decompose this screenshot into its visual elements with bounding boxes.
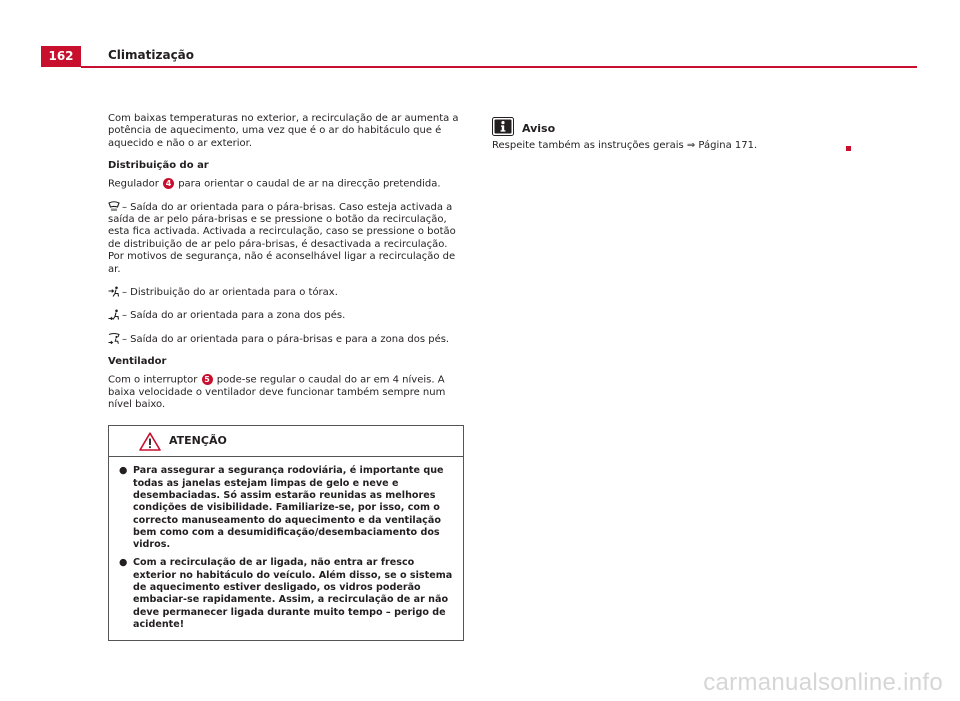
feet-paragraph — [108, 309, 464, 322]
notice-text — [492, 140, 862, 152]
windshield-air-icon — [108, 201, 120, 212]
fan-pre-text: Com o interruptor — [108, 374, 198, 386]
feet-text: – Saída do ar orientada para a zona dos pés. — [122, 310, 346, 322]
left-column — [108, 113, 464, 641]
warning-item-text: Para assegurar a segurança rodoviária, é importante que todas as janelas estejam limpas de gelo e neve e desembaciadas. Só assim estarão reunidas as melhores condições de visibilidade. Familiarize-se, por isso, com o correcto manuseamento do aquecimento e da ventilação bem como com a desumidificação/desembaciamento dos vidros. — [133, 465, 444, 551]
chest-paragraph — [108, 286, 464, 299]
windshield-text: – Saída do ar orientada para o pára-brisas. Caso esteja activada a saída de ar pelo pára-brisas e se pressione o botão da recirculação, esta fica activada. Activada a recirculação, caso se pressione o botão de distribuição de ar pelo pára-brisas, é desactivada a recirculação. Por motivos de segurança, não é aconselhável ligar a recirculação de ar. — [108, 201, 456, 275]
windshield-feet-air-icon — [108, 333, 120, 344]
warning-title: ATENÇÃO — [169, 434, 227, 448]
dist-post-text: para orientar o caudal de ar na direcção pretendida. — [178, 178, 441, 190]
info-icon — [492, 117, 514, 136]
watermark: carmanualsonline.info — [703, 669, 943, 696]
fan-post-text: pode-se regular o caudal do ar em 4 níveis. A baixa velocidade o ventilador deve funcionar também sempre num nível baixo. — [108, 374, 446, 410]
switch-number-badge: 5 — [202, 374, 213, 385]
warning-item — [119, 557, 453, 631]
fan-heading: Ventilador — [108, 356, 167, 368]
fan-paragraph — [108, 374, 464, 412]
regulator-number-badge: 4 — [163, 178, 174, 189]
warning-header — [109, 426, 463, 457]
dist-pre-text: Regulador — [108, 178, 159, 190]
feet-air-icon — [108, 309, 120, 320]
warning-box — [108, 425, 464, 641]
right-column — [492, 117, 862, 152]
warning-triangle-icon — [139, 432, 161, 451]
windshield-feet-text: – Saída do ar orientada para o pára-brisas e para a zona dos pés. — [122, 333, 450, 345]
notice-text-content[interactable]: Respeite também as instruções gerais ⇒ Página 171. — [492, 140, 758, 151]
intro-paragraph: Com baixas temperaturas no exterior, a recirculação de ar aumenta a potência de aquecimento, uma vez que é o ar do habitáculo que é aquecido e não o ar exterior. — [108, 113, 459, 149]
warning-item-text: Com a recirculação de ar ligada, não entra ar fresco exterior no habitáculo do veículo. Além disso, se o sistema de aquecimento estiver desligado, os vidros poderão embaciar-se rapidamente. Assim, a recirculação de ar não deve permanecer ligada durante muito tempo – perigo de acidente! — [133, 557, 453, 630]
chest-text: – Distribuição do ar orientada para o tórax. — [122, 286, 338, 298]
bullet: ● — [119, 557, 128, 569]
windshield-feet-paragraph — [108, 333, 464, 346]
chest-air-icon — [108, 286, 120, 297]
header-rule — [81, 66, 917, 68]
bullet: ● — [119, 465, 128, 477]
air-distribution-heading: Distribuição do ar — [108, 160, 209, 172]
warning-body — [109, 457, 463, 640]
warning-item — [119, 465, 453, 551]
notice-header — [492, 117, 862, 136]
section-end-marker — [846, 146, 851, 151]
chapter-title: Climatização — [108, 48, 195, 62]
page-number: 162 — [41, 46, 81, 67]
windshield-paragraph — [108, 201, 464, 276]
notice-title: Aviso — [522, 121, 556, 135]
air-distribution-paragraph — [108, 178, 464, 191]
